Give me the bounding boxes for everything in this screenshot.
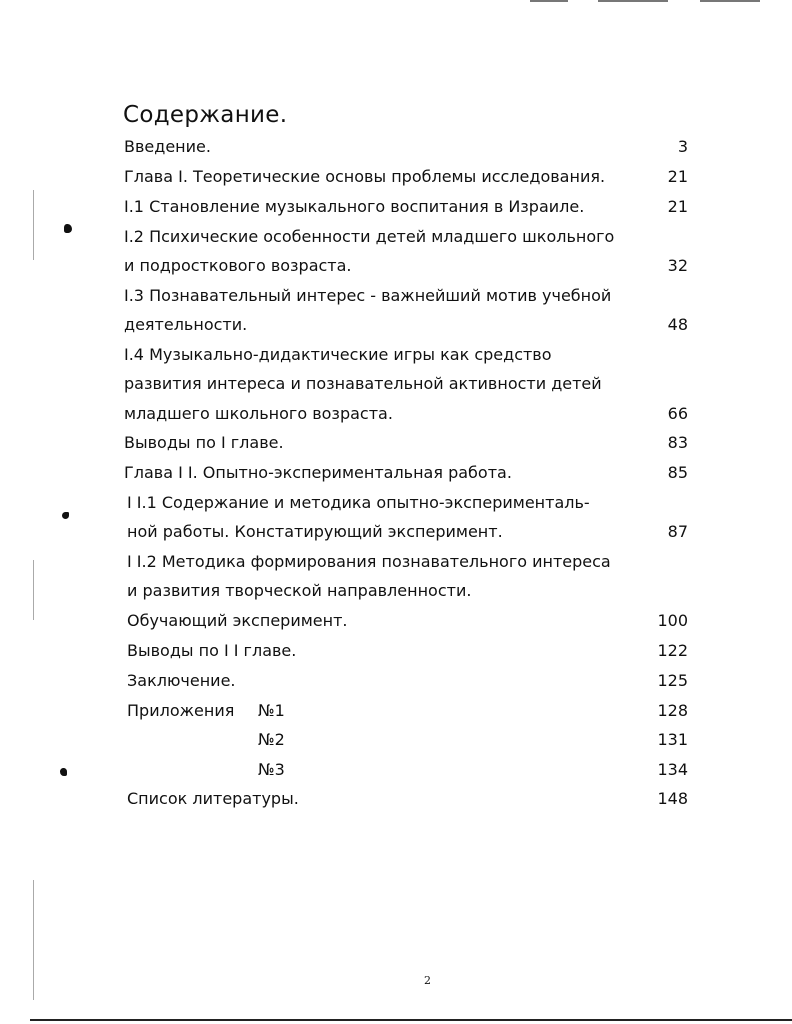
toc-entry-text: Выводы по I I главе. [127, 641, 297, 660]
toc-entry-text: Глава I I. Опытно-экспериментальная работа. [124, 463, 512, 482]
toc-appendix-number: №2 [258, 730, 285, 749]
toc-page-number: 122 [657, 641, 688, 660]
toc-page-number: 134 [657, 760, 688, 779]
toc-page-number: 100 [657, 611, 688, 630]
toc-page-number: 66 [667, 404, 688, 423]
toc-page-number: 85 [667, 463, 688, 482]
scan-edge-mark [30, 1019, 792, 1021]
toc-entry-text: развития интереса и познавательной активности детей [124, 374, 602, 393]
page-title: Содержание. [123, 102, 288, 128]
toc-page-number: 128 [657, 701, 688, 720]
toc-entry-text: I.2 Психические особенности детей младшего школьного [124, 227, 615, 246]
toc-entry-text: I I.2 Методика формирования познавательного интереса [127, 552, 611, 571]
toc-entry-text: Обучающий эксперимент. [127, 611, 348, 630]
toc-entry-text: Введение. [124, 137, 211, 156]
toc-entry-text: деятельности. [124, 315, 248, 334]
toc-page-number: 32 [667, 256, 688, 275]
toc-entry-text: Выводы по I главе. [124, 433, 284, 452]
toc-page-number: 3 [677, 137, 688, 156]
toc-entry-text: ной работы. Констатирующий эксперимент. [127, 522, 503, 541]
toc-entry-text: Глава I. Теоретические основы проблемы исследования. [124, 167, 606, 186]
toc-entry-text: I.1 Становление музыкального воспитания в Израиле. [124, 197, 585, 216]
toc-page-number: 131 [657, 730, 688, 749]
toc-entry-text: Заключение. [127, 671, 236, 690]
toc-entry-text: и подросткового возраста. [124, 256, 352, 275]
toc-page-number: 148 [657, 789, 688, 808]
page-number: 2 [424, 974, 431, 987]
toc-entry-text: и развития творческой направленности. [127, 581, 472, 600]
toc-page-number: 87 [667, 522, 688, 541]
toc-page-number: 48 [667, 315, 688, 334]
toc-appendix-number: №3 [258, 760, 285, 779]
toc-page-number: 21 [667, 197, 688, 216]
toc-appendix-number: №1 [258, 701, 285, 720]
toc-entry-text: Приложения [127, 701, 235, 720]
toc-entry-text: I.3 Познавательный интерес - важнейший мотив учебной [124, 286, 612, 305]
toc-entry-text: Список литературы. [127, 789, 299, 808]
toc-entry-text: младшего школьного возраста. [124, 404, 393, 423]
toc-page-number: 125 [657, 671, 688, 690]
toc-page-number: 83 [667, 433, 688, 452]
toc-entry-text: I I.1 Содержание и методика опытно-эксперименталь- [127, 493, 590, 512]
toc-entry-text: I.4 Музыкально-дидактические игры как средство [124, 345, 552, 364]
toc-page-number: 21 [667, 167, 688, 186]
